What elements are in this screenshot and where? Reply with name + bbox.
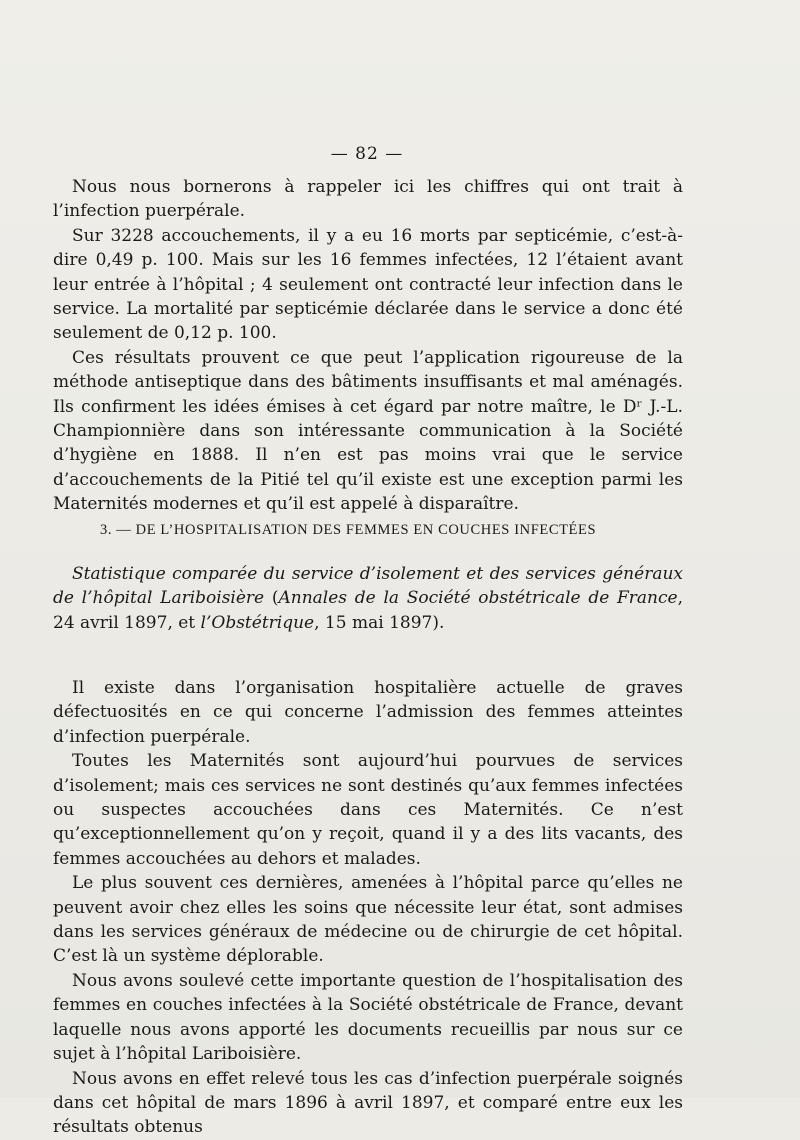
page-number: — 82 — <box>330 144 404 164</box>
paragraph: Toutes les Maternités sont aujourd’hui pourvues de services d’isolement; mais ces services ne sont destinés qu’aux femmes infectées ou suspectes accouchées dans ces Maternités. Ce n’est qu’exceptionnellement qu’on y reçoit, quand il y a des lits vacants, des femmes accouchées au dehors et malades. <box>53 751 683 869</box>
citation-paragraph <box>53 562 683 635</box>
citation-journal: l’Obstétrique <box>200 612 315 633</box>
citation-journal: Annales de la Société obstétricale de France <box>278 588 678 609</box>
text-block-lower <box>53 676 683 1140</box>
paragraph: Le plus souvent ces dernières, amenées à l’hôpital parce qu’elles ne peuvent avoir chez elles les soins que nécessite leur état, sont admises dans les services généraux de médecine ou de chirurgie de cet hôpital. C’est là un système déplorable. <box>53 873 683 967</box>
section-heading: 3. — DE L’HOSPITALISATION DES FEMMES EN COUCHES INFECTÉES <box>100 522 597 538</box>
text-block-upper <box>53 175 683 517</box>
paragraph: Nous avons en effet relevé tous les cas d’infection puerpérale soignés dans cet hôpital de mars 1896 à avril 1897, et comparé entre eux les résultats obtenus <box>53 1068 683 1138</box>
paragraph: Nous avons soulevé cette importante question de l’hospitalisation des femmes en couches infectées à la Société obstétricale de France, devant laquelle nous avons apporté les documents recueillis par nous sur ce sujet à l’hôpital Lariboisière. <box>53 970 683 1065</box>
citation-title: Statistique comparée du service d’isolement et des services généraux de l’hôpital Lariboisière <box>53 564 683 609</box>
citation-separator: ( <box>264 588 279 609</box>
citation <box>53 562 683 635</box>
citation-date: , 24 avril 1897, et <box>53 588 683 633</box>
paragraph: Sur 3228 accouchements, il y a eu 16 morts par septicémie, c’est-à-dire 0,49 p. 100. Mais sur les 16 femmes infectées, 12 l’étaient avant leur entrée à l’hôpital ; 4 seulement ont contracté leur infection dans le service. La mortalité par septicémie déclarée dans le service a donc été seulement de 0,12 p. 100. <box>53 225 683 344</box>
paragraph: Ces résultats prouvent ce que peut l’application rigoureuse de la méthode antiseptique dans des bâtiments insuffisants et mal aménagés. Ils confirment les idées émises à cet égard par notre maître, le Dʳ J.-L. Championnière dans son intéressante communication à la Société d’hygiène en 1888. Il n’en est pas moins vrai que le service d’accouchements de la Pitié tel qu’il existe est une exception parmi les Maternités modernes et qu’il est appelé à disparaître. <box>53 347 683 515</box>
paragraph: Il existe dans l’organisation hospitalière actuelle de graves défectuosités en ce qui concerne l’admission des femmes atteintes d’infection puerpérale. <box>53 678 683 747</box>
paragraph: Nous nous bornerons à rappeler ici les chiffres qui ont trait à l’infection puerpérale. <box>53 177 683 222</box>
citation-date: , 15 mai 1897). <box>314 612 445 633</box>
